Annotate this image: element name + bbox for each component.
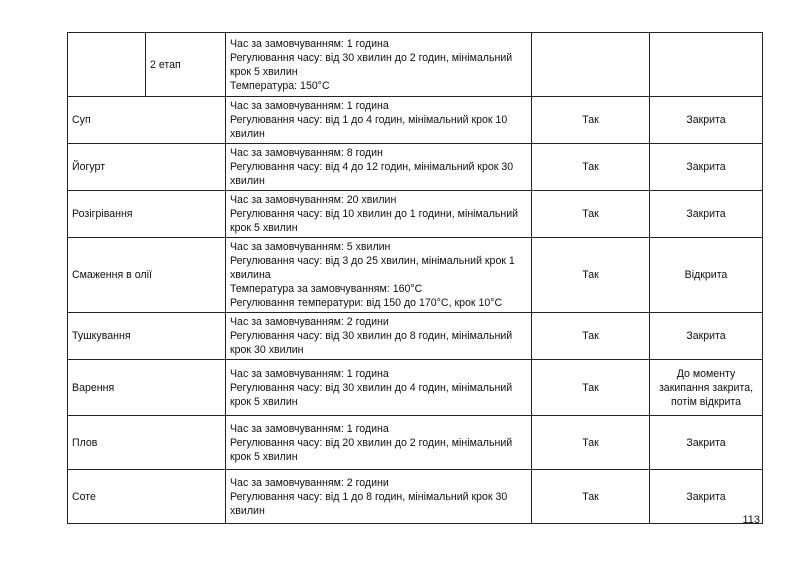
param-line: Регулювання часу: від 30 хвилин до 8 годин, мінімальний xyxy=(230,330,513,342)
lid-line: Закрита xyxy=(686,330,726,342)
param-line: Регулювання температури: від 150 до 170°C, крок 10°C xyxy=(230,297,503,309)
mode-name: Смаження в олії xyxy=(68,238,226,313)
param-line: хвилин xyxy=(230,175,265,187)
lid-line: Відкрита xyxy=(684,269,728,281)
lid-state xyxy=(650,416,763,470)
param-line: Час за замовчуванням: 20 хвилин xyxy=(230,194,397,206)
param-line: крок 5 хвилин xyxy=(230,450,298,463)
lid-line: До моменту xyxy=(676,367,736,380)
lid-line: закипання закрита, xyxy=(658,381,754,394)
lid-line: Закрита xyxy=(686,436,726,449)
param-line: Регулювання часу: від 10 хвилин до 1 години, мінімальний xyxy=(230,208,519,220)
mode-name: Суп xyxy=(68,97,226,144)
param-line: Температура: 150°C xyxy=(230,79,330,92)
auto-value: Так xyxy=(532,144,650,191)
table-row-stage-2 xyxy=(68,33,763,97)
param-line: Час за замовчуванням: 2 години xyxy=(230,476,389,489)
auto-value: Так xyxy=(532,191,650,238)
table-row xyxy=(68,470,763,524)
param-line: Час за замовчуванням: 2 години xyxy=(230,316,389,328)
params-cell xyxy=(226,360,532,416)
table-row xyxy=(68,360,763,416)
empty-lid-cell xyxy=(650,33,763,97)
mode-name: Йогурт xyxy=(68,144,226,191)
auto-value: Так xyxy=(532,416,650,470)
table-body xyxy=(68,33,763,524)
auto-value: Так xyxy=(532,238,650,313)
table-row xyxy=(68,191,763,238)
lid-state xyxy=(650,144,763,191)
params-cell xyxy=(226,97,532,144)
param-line: Регулювання часу: від 3 до 25 хвилин, мінімальний крок 1 xyxy=(230,255,515,267)
auto-value: Так xyxy=(532,313,650,360)
param-line: хвилин xyxy=(230,504,265,517)
lid-state xyxy=(650,313,763,360)
param-line: Регулювання часу: від 30 хвилин до 2 годин, мінімальний xyxy=(230,51,513,64)
params-cell xyxy=(226,238,532,313)
mode-name: Соте xyxy=(68,470,226,524)
page-number: 113 xyxy=(742,514,760,526)
auto-value: Так xyxy=(532,360,650,416)
auto-value: Так xyxy=(532,97,650,144)
lid-line: потім відкрита xyxy=(670,395,742,408)
param-line: крок 5 хвилин xyxy=(230,395,298,408)
param-line: Регулювання часу: від 1 до 4 годин, мінімальний крок 10 xyxy=(230,114,508,126)
params-cell xyxy=(226,191,532,238)
param-line: крок 5 хвилин xyxy=(230,65,298,78)
lid-line: Закрита xyxy=(686,114,726,126)
lid-state xyxy=(650,360,763,416)
mode-name: Розігрівання xyxy=(68,191,226,238)
empty-auto-cell xyxy=(532,33,650,97)
table-row xyxy=(68,144,763,191)
param-line: хвилин xyxy=(230,128,265,140)
params-cell xyxy=(226,416,532,470)
params-cell xyxy=(226,144,532,191)
params-cell xyxy=(226,33,532,97)
lid-line: Закрита xyxy=(686,161,726,173)
param-line: Регулювання часу: від 1 до 8 годин, мінімальний крок 30 xyxy=(230,490,508,503)
table-row xyxy=(68,416,763,470)
empty-mode-cell xyxy=(68,33,146,97)
mode-name: Варення xyxy=(68,360,226,416)
auto-value: Так xyxy=(532,470,650,524)
table-row xyxy=(68,313,763,360)
param-line: Час за замовчуванням: 1 година xyxy=(230,367,389,380)
param-line: Час за замовчуванням: 8 годин xyxy=(230,147,383,159)
mode-name: Тушкування xyxy=(68,313,226,360)
lid-state xyxy=(650,97,763,144)
param-line: Регулювання часу: від 4 до 12 годин, мінімальний крок 30 xyxy=(230,161,514,173)
lid-state xyxy=(650,238,763,313)
table-row xyxy=(68,238,763,313)
param-line: Регулювання часу: від 30 хвилин до 4 годин, мінімальний xyxy=(230,381,513,394)
cooking-modes-table xyxy=(67,32,763,524)
param-line: Час за замовчуванням: 1 година xyxy=(230,422,389,435)
lid-line: Закрита xyxy=(686,208,726,220)
param-line: Температура за замовчуванням: 160°C xyxy=(230,283,423,295)
table-row xyxy=(68,97,763,144)
params-cell xyxy=(226,470,532,524)
params-cell xyxy=(226,313,532,360)
lid-state xyxy=(650,191,763,238)
param-line: Час за замовчуванням: 5 хвилин xyxy=(230,241,391,253)
param-line: Час за замовчуванням: 1 година xyxy=(230,37,389,50)
mode-name: Плов xyxy=(68,416,226,470)
stage-label: 2 етап xyxy=(146,33,226,97)
param-line: крок 30 хвилин xyxy=(230,344,304,356)
param-line: Регулювання часу: від 20 хвилин до 2 годин, мінімальний xyxy=(230,436,513,449)
lid-line: Закрита xyxy=(686,490,726,503)
param-line: хвилина xyxy=(230,269,271,281)
param-line: Час за замовчуванням: 1 година xyxy=(230,100,389,112)
param-line: крок 5 хвилин xyxy=(230,222,298,234)
